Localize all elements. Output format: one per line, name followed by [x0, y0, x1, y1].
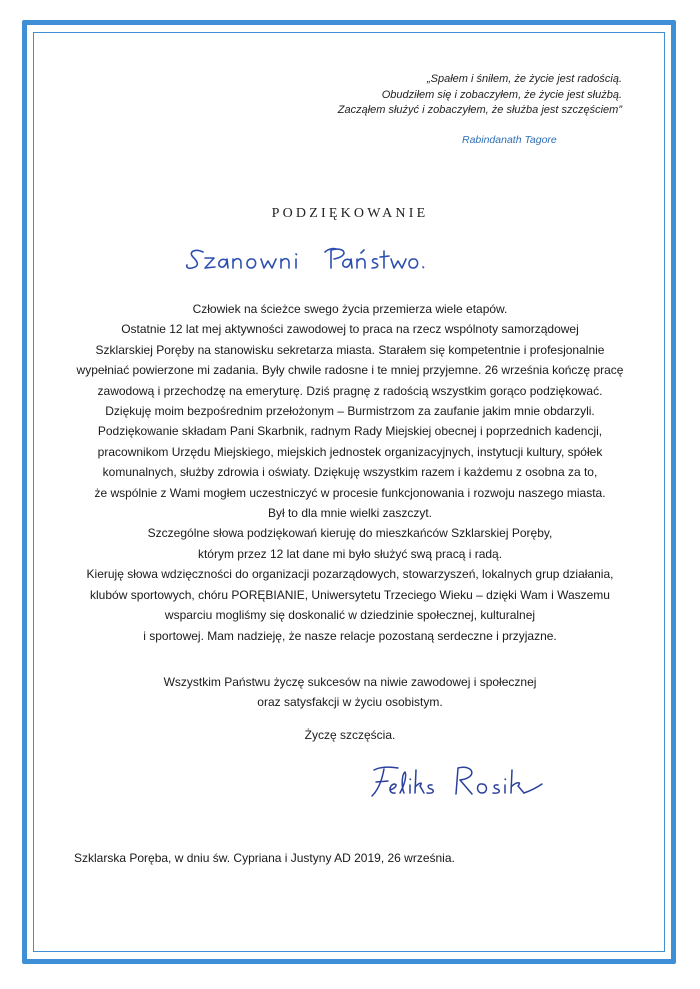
body-line: Człowiek na ścieżce swego życia przemierza wiele etapów.: [192, 302, 508, 316]
body-line: Szklarskiej Poręby na stanowisku sekretarza miasta. Starałem się kompetentnie i profesjonalnie: [95, 342, 605, 357]
body-line: Dziękuję moim bezpośrednim przełożonym – Burmistrzom za zaufanie jakim mnie obdarzyli.: [105, 404, 595, 419]
body-line: Ostatnie 12 lat mej aktywności zawodowej to praca na rzecz wspólnoty samorządowej: [121, 322, 579, 337]
body-line: Podziękowanie składam Pani Skarbnik, radnym Rady Miejskiej obecnej i poprzednich kadencji,: [97, 424, 603, 439]
handwritten-salutation-icon: [0, 238, 700, 278]
epigraph-line: Obudziłem się i zobaczyłem, że życie jest służbą.: [381, 88, 622, 101]
body-line: zawodową i przechodzę na emeryturę. Dziś pragnę z radością wszystkim gorąco podziękować.: [97, 383, 603, 398]
body-line: że wspólnie z Wami mogłem uczestniczyć w procesie funkcjonowania i rozwoju naszego miasta.: [94, 485, 606, 500]
body-line: i sportowej. Mam nadzieję, że nasze relacje pozostaną serdeczne i przyjazne.: [143, 628, 557, 643]
epigraph-author: Rabindanath Tagore: [462, 134, 557, 146]
wishes-line: oraz satysfakcji w życiu osobistym.: [257, 695, 443, 710]
body-line: wsparciu mogliśmy się doskonalić w dziedzinie społecznej, kulturalnej: [164, 608, 536, 623]
body-line: Szczególne słowa podziękowań kieruję do mieszkańców Szklarskiej Poręby,: [147, 526, 553, 541]
epigraph-line: „Spałem i śniłem, że życie jest radością.: [426, 73, 622, 85]
epigraph-line: Zacząłem służyć i zobaczyłem, że służba jest szczęściem”: [337, 104, 622, 116]
body-line: wypełniać powierzone mi zadania. Były chwile radosne i te mniej przyjemne. 26 września kończę pracę: [76, 363, 624, 378]
body-line: Kieruję słowa wdzięczności do organizacji pozarządowych, stowarzyszeń, lokalnych grup działania,: [86, 567, 614, 582]
body-line: komunalnych, służby zdrowia i oświaty. Dziękuję wszystkim razem i każdemu z osobna za to,: [102, 465, 598, 480]
salutation: [0, 238, 700, 278]
signature: [360, 758, 580, 808]
body-line: klubów sportowych, chóru PORĘBIANIE, Uniwersytetu Trzeciego Wieku – dzięki Wam i Waszemu: [90, 587, 610, 602]
closing-line: Życzę szczęścia.: [304, 728, 396, 742]
body-line: Był to dla mnie wielki zaszczyt.: [267, 506, 433, 521]
epigraph: [262, 72, 622, 119]
document-title: PODZIĘKOWANIE: [271, 206, 429, 221]
letter-body: [60, 299, 640, 646]
place-and-date: Szklarska Poręba, w dniu św. Cypriana i Justyny AD 2019, 26 września.: [74, 851, 455, 865]
body-line: którym przez 12 lat dane mi było służyć swą pracą i radą.: [197, 546, 503, 561]
wishes-paragraph: [60, 672, 640, 713]
body-line: pracownikom Urzędu Miejskiego, miejskich jednostek organizacyjnych, instytucji kultury, spółek: [97, 444, 603, 459]
wishes-line: Wszystkim Państwu życzę sukcesów na niwie zawodowej i społecznej: [163, 675, 537, 689]
